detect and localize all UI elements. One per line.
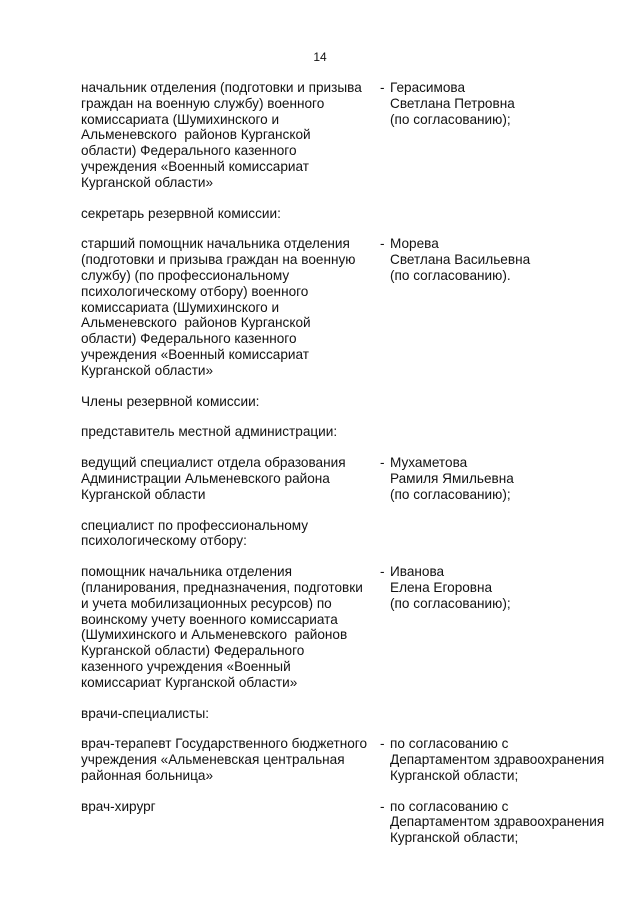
member-name-block: [380, 455, 621, 502]
position-line: (Шумихинского и Альменевского районов: [81, 627, 348, 643]
section-heading: [81, 206, 621, 222]
position-line: области) Федерального казенного: [81, 143, 297, 159]
member-name: [390, 455, 621, 502]
section-heading-line: представитель местной администрации:: [81, 424, 338, 440]
section-heading-line: специалист по профессиональному: [81, 517, 309, 533]
member-position: [81, 455, 380, 502]
name-line: по согласованию с: [390, 736, 509, 752]
position-line: службу) (по профессиональному: [81, 267, 290, 283]
section-heading: [81, 394, 621, 410]
position-line: области) Федерального казенного: [81, 331, 297, 347]
section-heading-line: психологическому отбору:: [81, 533, 247, 549]
member-row: [81, 564, 621, 690]
member-name: [390, 799, 621, 846]
position-line: (подготовки и призыва граждан на военную: [81, 252, 356, 268]
name-line: (по согласованию);: [390, 486, 511, 502]
member-position: [81, 564, 380, 690]
member-name-block: [380, 236, 621, 378]
member-name: [390, 236, 621, 378]
name-line: (по согласованию);: [390, 595, 511, 611]
section-heading-line: врачи-специалисты:: [81, 705, 209, 721]
member-row: [81, 736, 621, 783]
section-heading-line: Члены резервной комиссии:: [81, 393, 260, 409]
position-line: учреждения «Военный комиссариат: [81, 346, 309, 362]
member-row: [81, 80, 621, 191]
name-line: Светлана Васильевна: [390, 252, 531, 268]
member-name: [390, 564, 621, 690]
position-line: Курганской области) Федерального: [81, 643, 305, 659]
dash-separator: -: [380, 736, 385, 752]
commission-list: [81, 80, 621, 861]
member-row: [81, 236, 621, 378]
position-line: (планирования, предназначения, подготовки: [81, 579, 363, 595]
name-line: Морева: [390, 236, 439, 252]
member-name-block: [380, 80, 621, 191]
name-line: Елена Егоровна: [390, 579, 493, 595]
position-line: комиссариат Курганской области»: [81, 674, 298, 690]
name-line: по согласованию с: [390, 798, 509, 814]
position-line: начальник отделения (подготовки и призыва: [81, 80, 362, 95]
member-name-block: [380, 736, 621, 783]
position-line: психологическому отбору) военного: [81, 283, 309, 299]
position-line: районная больница»: [81, 767, 214, 783]
name-line: Курганской области;: [390, 767, 519, 783]
name-line: Герасимова: [390, 80, 466, 95]
section-heading-line: секретарь резервной комиссии:: [81, 205, 281, 221]
position-line: старший помощник начальника отделения: [81, 236, 350, 252]
member-name-block: [380, 564, 621, 690]
dash-separator: -: [380, 798, 385, 814]
member-row: [81, 455, 621, 502]
member-name: [390, 736, 621, 783]
dash-separator: -: [380, 236, 385, 252]
position-line: Альменевского районов Курганской: [81, 127, 311, 143]
position-line: казенного учреждения «Военный: [81, 658, 291, 674]
position-line: Администрации Альменевского района: [81, 470, 330, 486]
position-line: и учета мобилизационных ресурсов) по: [81, 595, 332, 611]
name-line: Рамиля Ямильевна: [390, 470, 514, 486]
position-line: Курганской области»: [81, 362, 214, 378]
section-heading: [81, 518, 621, 550]
member-position: [81, 236, 380, 378]
position-line: врач-терапевт Государственного бюджетного: [81, 736, 368, 752]
position-line: помощник начальника отделения: [81, 564, 292, 580]
position-line: воинскому учету военного комиссариата: [81, 611, 338, 627]
name-line: Светлана Петровна: [390, 95, 515, 111]
position-line: Курганской области»: [81, 174, 214, 190]
page-number: 14: [313, 50, 327, 64]
position-line: Курганской области: [81, 486, 206, 502]
name-line: Департаментом здравоохранения: [390, 752, 605, 768]
member-position: [81, 736, 380, 783]
position-line: комиссариата (Шумихинского и: [81, 299, 280, 315]
section-heading: [81, 706, 621, 722]
member-name: [390, 80, 621, 191]
member-name-block: [380, 799, 621, 846]
member-position: [81, 80, 380, 191]
dash-separator: -: [380, 80, 385, 95]
dash-separator: -: [380, 455, 385, 471]
name-line: Мухаметова: [390, 455, 468, 471]
name-line: Департаментом здравоохранения: [390, 814, 605, 830]
name-line: Курганской области;: [390, 830, 519, 846]
position-line: Альменевского районов Курганской: [81, 315, 311, 331]
position-line: врач-хирург: [81, 798, 156, 814]
member-position: [81, 799, 380, 846]
dash-separator: -: [380, 564, 385, 580]
name-line: Иванова: [390, 564, 445, 580]
section-heading: [81, 424, 621, 440]
name-line: (по согласованию);: [390, 111, 511, 127]
position-line: граждан на военную службу) военного: [81, 95, 325, 111]
position-line: ведущий специалист отдела образования: [81, 455, 346, 471]
member-row: [81, 799, 621, 846]
position-line: учреждения «Военный комиссариат: [81, 158, 309, 174]
position-line: комиссариата (Шумихинского и: [81, 111, 280, 127]
name-line: (по согласованию).: [390, 267, 511, 283]
position-line: учреждения «Альменевская центральная: [81, 752, 345, 768]
